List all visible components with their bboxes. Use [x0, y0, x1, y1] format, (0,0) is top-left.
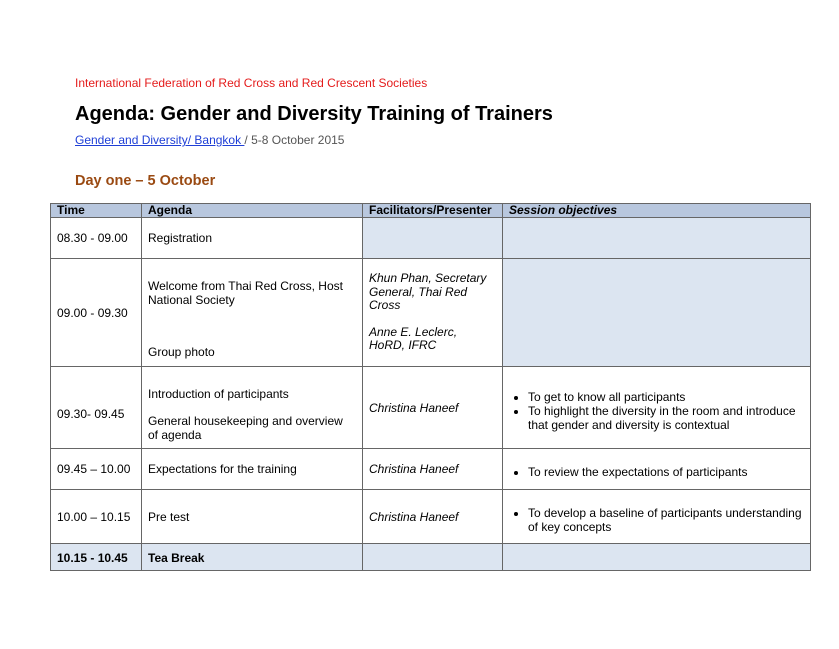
table-row [51, 367, 811, 449]
subtitle [75, 133, 344, 147]
time-cell: 09.45 – 10.00 [51, 449, 142, 490]
facilitator-name: Khun Phan, Secretary General, Thai Red Cross [369, 271, 487, 313]
table-row [51, 490, 811, 544]
objective-item: • To review the expectations of participants [528, 465, 804, 479]
header-agenda: Agenda [142, 204, 363, 218]
facilitator-cell: Christina Haneef [363, 449, 503, 490]
facilitator-cell [363, 218, 503, 259]
agenda-item: Welcome from Thai Red Cross, Host National Society [148, 278, 343, 307]
objectives-cell [503, 449, 811, 490]
objectives-list [509, 465, 804, 479]
agenda-table [50, 203, 811, 571]
objectives-cell [503, 259, 811, 367]
agenda-cell: Pre test [142, 490, 363, 544]
location-link[interactable]: Gender and Diversity/ Bangkok [75, 133, 245, 147]
objectives-cell [503, 544, 811, 571]
time-cell: 10.00 – 10.15 [51, 490, 142, 544]
objective-item: • To get to know all participants [528, 390, 804, 404]
table-row [51, 218, 811, 259]
objectives-cell [503, 218, 811, 259]
agenda-cell: Expectations for the training [142, 449, 363, 490]
header-facilitators: Facilitators/Presenter [363, 204, 503, 218]
facilitator-cell [363, 544, 503, 571]
agenda-cell [142, 259, 363, 367]
objectives-list [509, 506, 804, 534]
agenda-item: General housekeeping and overview of agenda [148, 413, 343, 442]
time-cell: 09.00 - 09.30 [51, 259, 142, 367]
objective-item: • To highlight the diversity in the room and introduce that gender and diversity is contextual [528, 404, 804, 432]
date-range: / 5-8 October 2015 [244, 133, 345, 147]
agenda-cell: Registration [142, 218, 363, 259]
header-objectives: Session objectives [503, 204, 811, 218]
header-time: Time [51, 204, 142, 218]
time-cell: 09.30- 09.45 [51, 367, 142, 449]
objectives-list [509, 390, 804, 432]
facilitator-cell [363, 259, 503, 367]
page-title: Agenda: Gender and Diversity Training of Trainers [75, 103, 553, 125]
agenda-item: Group photo [148, 344, 215, 359]
organization-name: International Federation of Red Cross and Red Crescent Societies [75, 76, 428, 90]
table-row [51, 449, 811, 490]
agenda-item: Introduction of participants [148, 386, 289, 401]
facilitator-cell: Christina Haneef [363, 490, 503, 544]
agenda-cell: Tea Break [142, 544, 363, 571]
objectives-cell [503, 490, 811, 544]
time-cell: 10.15 - 10.45 [51, 544, 142, 571]
agenda-cell [142, 367, 363, 449]
table-header-row [51, 204, 811, 218]
facilitator-cell: Christina Haneef [363, 367, 503, 449]
facilitator-name: Anne E. Leclerc, HoRD, IFRC [369, 324, 458, 353]
table-row [51, 259, 811, 367]
table-row [51, 544, 811, 571]
objectives-cell [503, 367, 811, 449]
objective-item: • To develop a baseline of participants understanding of key concepts [528, 506, 804, 534]
day-heading: Day one – 5 October [75, 173, 216, 189]
time-cell: 08.30 - 09.00 [51, 218, 142, 259]
